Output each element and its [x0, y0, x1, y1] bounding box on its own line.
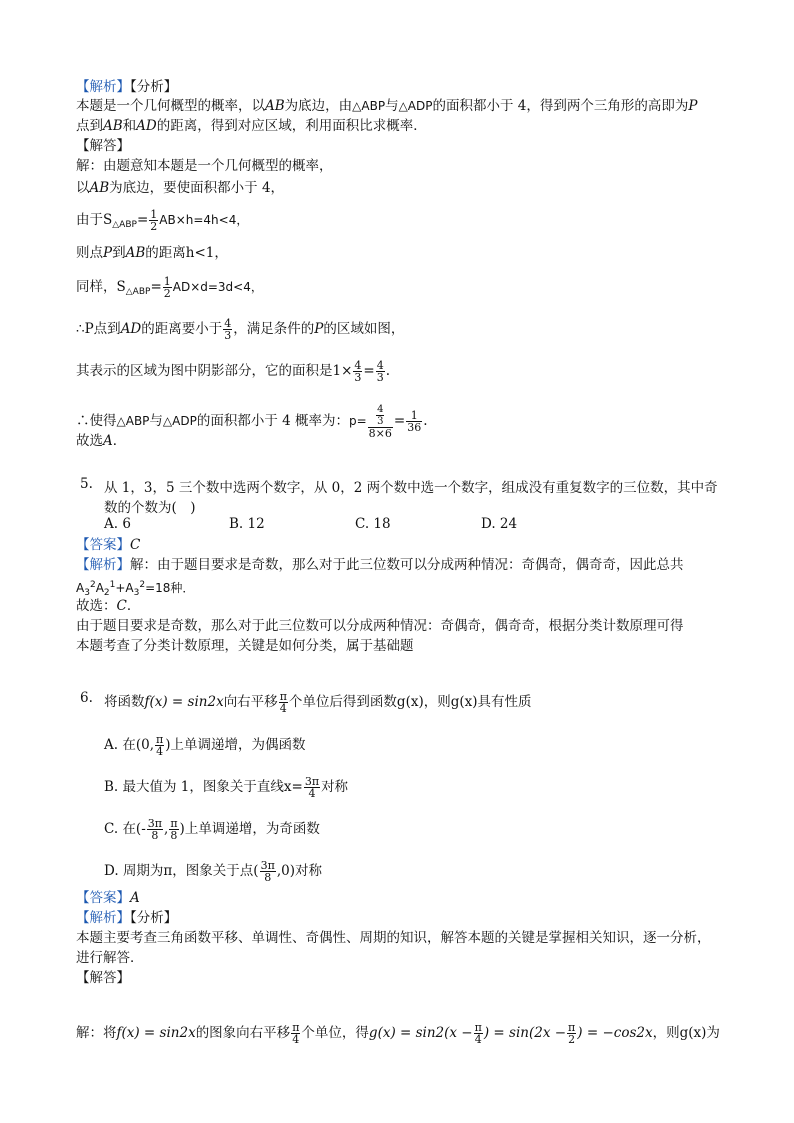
question-5-stem-line1: 从 1，3，5 三个数中选两个数字，从 0，2 两个数中选一个数字，组成没有重复数字的三位数，其中奇 — [104, 480, 718, 496]
question-5-stem-line2: 数的个数为( ) — [104, 500, 196, 516]
fraction-four-thirds: $\frac{4}{3}$ — [354, 359, 362, 384]
solution-line3: 由于$S_{\triangle ABP}=$ $\frac{1}{2}$ AB×h=4h<4， — [76, 208, 249, 233]
fraction-one-36: $\frac{1}{36}$ — [407, 409, 422, 434]
question-5-number: 5. — [80, 476, 93, 492]
question-5-explanation-line4: 本题考查了分类计数原理，关键是如何分类，属于基础题 — [76, 638, 414, 654]
fraction-four-thirds: $\frac{4}{3}$ — [224, 317, 232, 342]
analysis-subtag: 【分析】 — [130, 79, 178, 95]
question-6-stem: 将函数f(x) = sin2x向右平移 $\frac{\pi}{4}$ 个单位后得到函数g(x)，则g(x)具有性质 — [104, 690, 532, 715]
fraction-four-thirds: $\frac{4}{3}$ — [376, 359, 384, 384]
fraction-pi-over-4: $\frac{\pi}{4}$ — [279, 690, 287, 715]
question-5-option-a: A. 6 — [104, 516, 131, 532]
question-6-solution-heading: 【解答】 — [76, 970, 130, 986]
analysis-text-line1: 本题是一个几何概型的概率，以AB为底边，由△ABP与△ADP的面积都小于 4，得到两个三角形的高即为P — [76, 98, 698, 114]
solution-line6: ∴P点到AD的距离要小于 $\frac{4}{3}$ ，满足条件的P的区域如图， — [76, 317, 405, 342]
solution-line7: 其表示的区域为图中阴影部分，它的面积是1× $\frac{4}{3}$ = $\frac{4}{3}$ . — [76, 359, 391, 384]
question-6-answer: 【答案】A — [76, 890, 140, 906]
fraction-one-half: $\frac{1}{2}$ — [163, 275, 171, 300]
question-6-analysis-heading: 【解析】【分析】 — [76, 910, 178, 926]
question-5-option-b: B. 12 — [229, 516, 265, 532]
question-6-analysis-line2: 进行解答． — [76, 950, 144, 966]
question-5-option-d: D. 24 — [481, 516, 518, 532]
question-5-answer: 【答案】C — [76, 537, 141, 553]
selection-line: 故选A． — [76, 433, 127, 449]
question-6-number: 6. — [80, 690, 93, 706]
analysis-tag: 【解析】 — [76, 79, 130, 95]
analysis-text-line2: 点到AB和AD的距离，得到对应区域，利用面积比求概率． — [76, 118, 427, 134]
question-5-formula: $A_3^2A_2^1+A_3^2=18$种． — [76, 580, 195, 598]
analysis-heading — [76, 78, 177, 96]
solution-heading: 【解答】 — [76, 138, 130, 154]
probability-fraction: $\frac{\frac{4}{3}}{8\times 6}$ — [368, 404, 392, 440]
fraction-one-half: $\frac{1}{2}$ — [150, 208, 158, 233]
question-6-analysis-line1: 本题主要考查三角函数平移、单调性、奇偶性、周期的知识，解答本题的关键是掌握相关知识，逐一分析， — [76, 930, 711, 946]
question-6-option-c: C. 在(- $\frac{3\pi}{8}$ , $\frac{\pi}{8}$ )上单调递增，为奇函数 — [104, 817, 320, 842]
question-6-option-b: B. 最大值为 1，图象关于直线x= $\frac{3\pi}{4}$ 对称 — [104, 775, 349, 800]
question-6-option-a: A. 在(0, $\frac{\pi}{4}$ )上单调递增，为偶函数 — [104, 733, 306, 758]
question-6-solution-line: 解：将f(x) = sin2x的图象向右平移 $\frac{\pi}{4}$ 个单位，得g(x) = sin2(x − $\frac{\pi}{4}$ ) = sin(2x − $\frac{\pi}{2}$ ) = −cos2x，则g(x)为 — [76, 1021, 720, 1046]
solution-line4: 则点P到AB的距离h<1， — [76, 245, 228, 261]
question-6-option-d: D. 周期为π，图象关于点( $\frac{3\pi}{8}$ ,0)对称 — [104, 859, 322, 884]
solution-line1: 解：由题意知本题是一个几何概型的概率， — [76, 158, 333, 174]
question-5-option-c: C. 18 — [355, 516, 391, 532]
question-5-selection: 故选：C． — [76, 598, 141, 614]
solution-line2: 以AB为底边，要使面积都小于 4， — [76, 180, 285, 196]
question-5-explanation-line3: 由于题目要求是奇数，那么对于此三位数可以分成两种情况：奇偶奇，偶奇奇，根据分类计数原理可得 — [76, 618, 684, 634]
solution-line8: ∴使得△ABP与△ADP的面积都小于 4 概率为：p= $\frac{\frac{4}{3}}{8\times 6}$ = $\frac{1}{36}$ . — [76, 404, 428, 440]
solution-line5: 同样，$S_{\triangle ABP}=$ $\frac{1}{2}$ AD×d=3d<4， — [76, 275, 263, 300]
question-5-explanation-line1: 【解析】解：由于题目要求是奇数，那么对于此三位数可以分成两种情况：奇偶奇，偶奇奇，因此总共 — [76, 557, 684, 573]
